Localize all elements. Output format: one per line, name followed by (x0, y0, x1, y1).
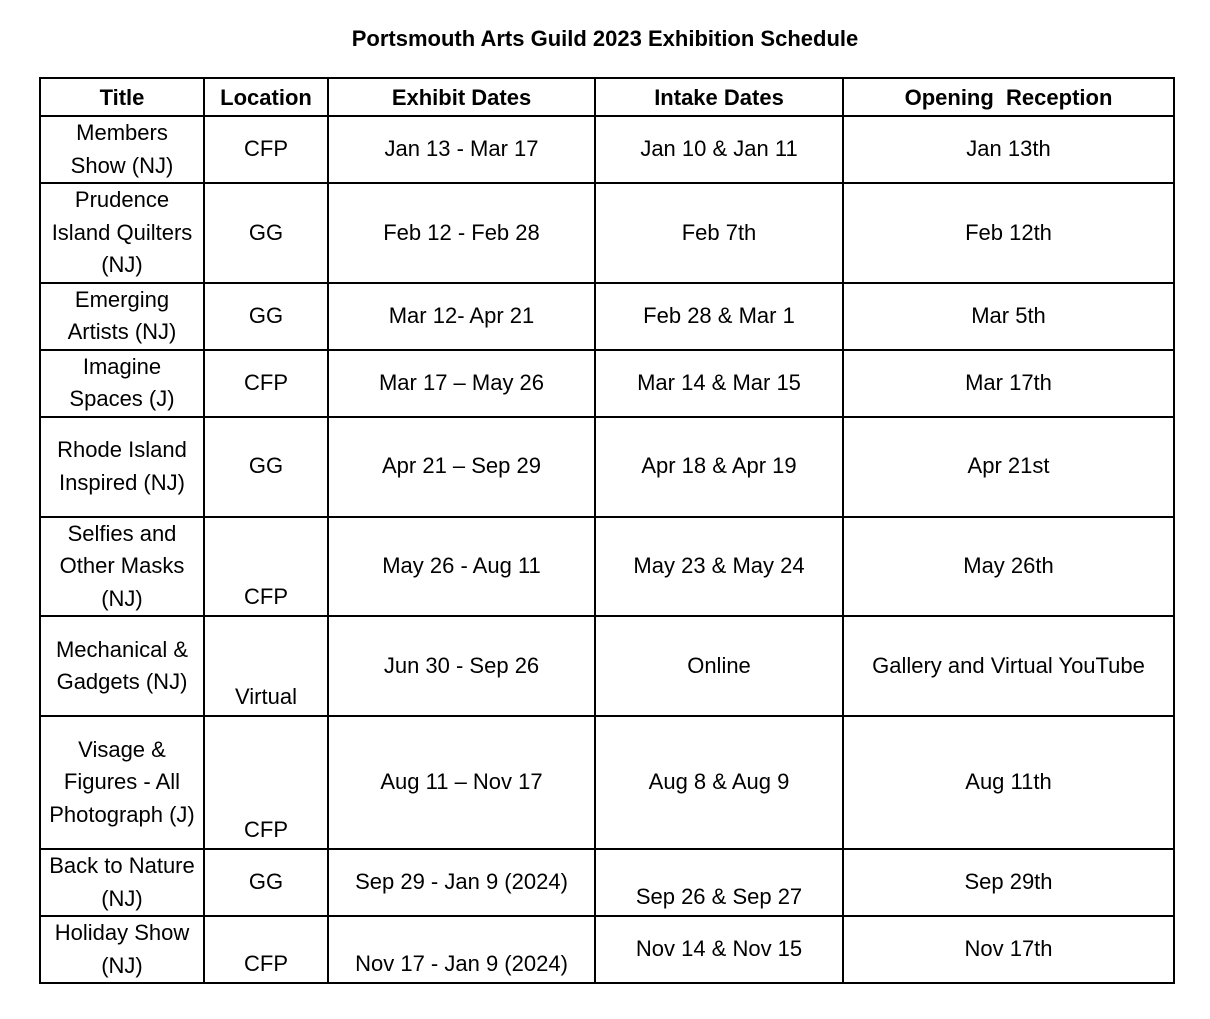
cell-title: Emerging Artists (NJ) (40, 283, 204, 350)
table-row (40, 517, 1174, 617)
table-row (40, 916, 1174, 983)
cell-exhibit-dates: Aug 11 – Nov 17 (328, 716, 595, 849)
header-row (40, 78, 1174, 116)
cell-location: Virtual (204, 616, 328, 716)
cell-title: Selfies and Other Masks (NJ) (40, 517, 204, 617)
cell-title: Imagine Spaces (J) (40, 350, 204, 417)
exhibition-schedule-table (39, 77, 1175, 984)
cell-opening-reception: Sep 29th (843, 849, 1174, 916)
table-row (40, 716, 1174, 849)
cell-exhibit-dates: Nov 17 - Jan 9 (2024) (328, 916, 595, 983)
cell-intake-dates: Apr 18 & Apr 19 (595, 417, 843, 517)
cell-title: Holiday Show (NJ) (40, 916, 204, 983)
cell-location: CFP (204, 716, 328, 849)
cell-title: Rhode Island Inspired (NJ) (40, 417, 204, 517)
cell-location: CFP (204, 517, 328, 617)
cell-intake-dates: Feb 7th (595, 183, 843, 283)
column-header-opening-reception: Opening Reception (843, 78, 1174, 116)
cell-intake-dates: Online (595, 616, 843, 716)
cell-location: CFP (204, 350, 328, 417)
cell-exhibit-dates: Apr 21 – Sep 29 (328, 417, 595, 517)
cell-exhibit-dates: Mar 17 – May 26 (328, 350, 595, 417)
cell-location: GG (204, 283, 328, 350)
cell-exhibit-dates: Jun 30 - Sep 26 (328, 616, 595, 716)
cell-intake-dates: Aug 8 & Aug 9 (595, 716, 843, 849)
cell-opening-reception: Aug 11th (843, 716, 1174, 849)
cell-opening-reception: Mar 5th (843, 283, 1174, 350)
document-title: Portsmouth Arts Guild 2023 Exhibition Schedule (351, 26, 859, 51)
table-row (40, 350, 1174, 417)
table-row (40, 283, 1174, 350)
cell-exhibit-dates: Sep 29 - Jan 9 (2024) (328, 849, 595, 916)
cell-opening-reception: Mar 17th (843, 350, 1174, 417)
cell-intake-dates: Sep 26 & Sep 27 (595, 849, 843, 916)
cell-intake-dates: Jan 10 & Jan 11 (595, 116, 843, 183)
cell-location: GG (204, 417, 328, 517)
column-header-location: Location (204, 78, 328, 116)
cell-opening-reception: Apr 21st (843, 417, 1174, 517)
cell-intake-dates: Mar 14 & Mar 15 (595, 350, 843, 417)
cell-title: Back to Nature (NJ) (40, 849, 204, 916)
cell-opening-reception: Nov 17th (843, 916, 1174, 983)
cell-opening-reception: May 26th (843, 517, 1174, 617)
cell-location: CFP (204, 916, 328, 983)
cell-title: Members Show (NJ) (40, 116, 204, 183)
table-row (40, 183, 1174, 283)
cell-location: CFP (204, 116, 328, 183)
table-row (40, 116, 1174, 183)
cell-intake-dates: Feb 28 & Mar 1 (595, 283, 843, 350)
cell-title: Visage & Figures - All Photograph (J) (40, 716, 204, 849)
column-header-exhibit-dates: Exhibit Dates (328, 78, 595, 116)
cell-exhibit-dates: Feb 12 - Feb 28 (328, 183, 595, 283)
table-row (40, 417, 1174, 517)
cell-location: GG (204, 849, 328, 916)
column-header-title: Title (40, 78, 204, 116)
cell-location: GG (204, 183, 328, 283)
table-row (40, 849, 1174, 916)
cell-opening-reception: Feb 12th (843, 183, 1174, 283)
column-header-intake-dates: Intake Dates (595, 78, 843, 116)
table-row (40, 616, 1174, 716)
cell-intake-dates: Nov 14 & Nov 15 (595, 916, 843, 983)
cell-exhibit-dates: Jan 13 - Mar 17 (328, 116, 595, 183)
cell-exhibit-dates: Mar 12- Apr 21 (328, 283, 595, 350)
cell-title: Prudence Island Quilters (NJ) (40, 183, 204, 283)
cell-opening-reception: Gallery and Virtual YouTube (843, 616, 1174, 716)
cell-opening-reception: Jan 13th (843, 116, 1174, 183)
cell-title: Mechanical & Gadgets (NJ) (40, 616, 204, 716)
cell-exhibit-dates: May 26 - Aug 11 (328, 517, 595, 617)
cell-intake-dates: May 23 & May 24 (595, 517, 843, 617)
